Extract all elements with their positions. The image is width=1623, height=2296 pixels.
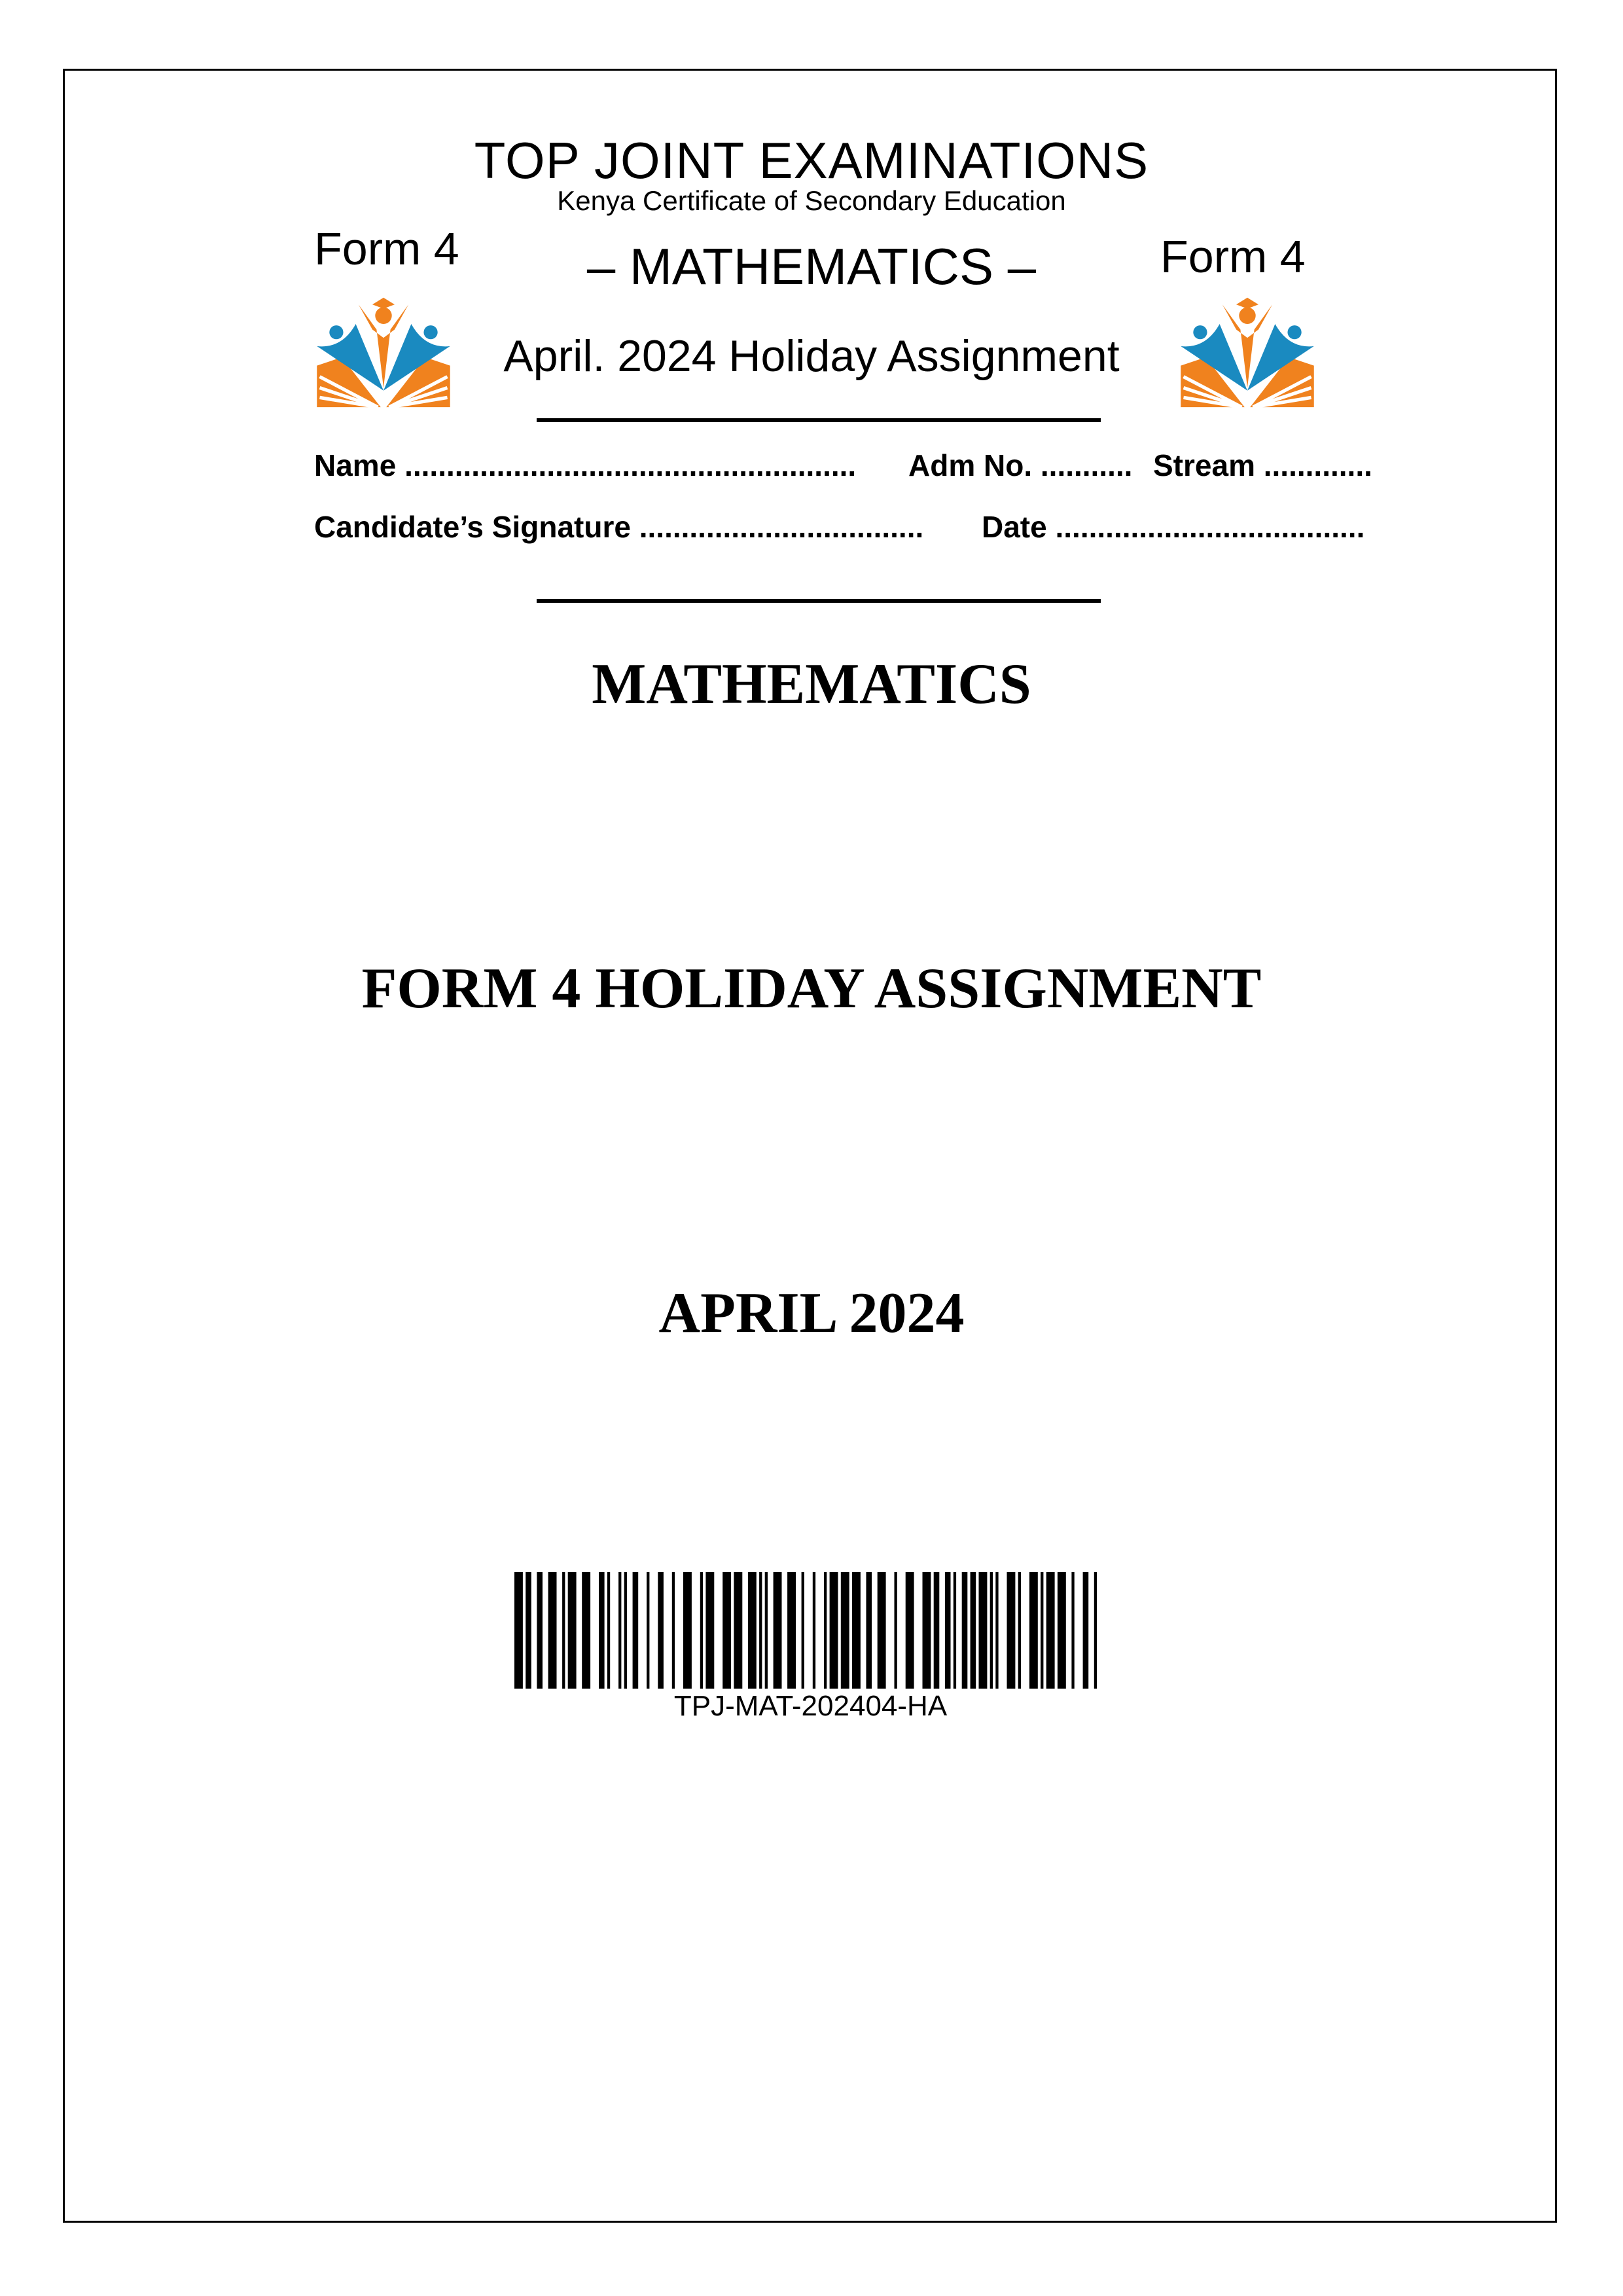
barcode-bar (774, 1572, 782, 1689)
form-label-right: Form 4 (1160, 231, 1306, 282)
barcode-bar (1058, 1572, 1066, 1689)
barcode-bar (1094, 1572, 1097, 1689)
barcode-bar (624, 1572, 627, 1689)
barcode-bar (787, 1572, 796, 1689)
barcode-bar (700, 1572, 703, 1689)
barcode-bar (582, 1572, 590, 1689)
adm-no-field[interactable]: Adm No. ........... (908, 448, 1133, 482)
barcode-bar (934, 1572, 940, 1689)
barcode-bar (683, 1572, 692, 1689)
barcode-bar (906, 1572, 914, 1689)
barcode-bar (722, 1572, 731, 1689)
barcode-text: TPJ-MAT-202404-HA (673, 1690, 948, 1722)
barcode-bar (824, 1572, 827, 1689)
barcode-bar (618, 1572, 621, 1689)
barcode-bar (537, 1572, 543, 1689)
barcode-bar (765, 1572, 768, 1689)
divider (537, 418, 1101, 422)
barcode-bar (1071, 1572, 1074, 1689)
barcode-bar (878, 1572, 886, 1689)
barcode-bar (759, 1572, 762, 1689)
barcode-bar (633, 1572, 639, 1689)
barcode-bar (568, 1572, 577, 1689)
barcode-bar (1007, 1572, 1016, 1689)
barcode-bar (1029, 1572, 1038, 1689)
barcode-bar (995, 1572, 998, 1689)
barcode-bar (813, 1572, 815, 1689)
barcode-bar (841, 1572, 849, 1689)
barcode-bar (562, 1572, 565, 1689)
exam-subtitle: Kenya Certificate of Secondary Education (557, 185, 1066, 216)
subject-title: MATHEMATICS (592, 653, 1031, 716)
barcode-bar (830, 1572, 838, 1689)
barcode-bar (734, 1572, 742, 1689)
page-border (63, 69, 1557, 2223)
date-field[interactable]: Date ..................................... (982, 510, 1365, 544)
signature-field[interactable]: Candidate’s Signature .................................. (314, 510, 924, 544)
barcode-bar (607, 1572, 610, 1689)
barcode-bar (923, 1572, 931, 1689)
divider (537, 599, 1101, 603)
barcode-bar (548, 1572, 557, 1689)
barcode-bar (599, 1572, 605, 1689)
barcode-bar (990, 1572, 993, 1689)
barcode (514, 1572, 1107, 1689)
assignment-title: FORM 4 HOLIDAY ASSIGNMENT (361, 957, 1262, 1020)
form-label-left: Form 4 (314, 223, 459, 274)
barcode-bar (748, 1572, 757, 1689)
barcode-bar (705, 1572, 714, 1689)
barcode-bar (1046, 1572, 1055, 1689)
barcode-bar (1041, 1572, 1043, 1689)
barcode-bar (1018, 1572, 1021, 1689)
organization-name: TOP JOINT EXAMINATIONS (474, 132, 1149, 189)
barcode-bar (658, 1572, 664, 1689)
barcode-bar (979, 1572, 988, 1689)
header-subject: – MATHEMATICS – (586, 238, 1037, 295)
barcode-bar (647, 1572, 649, 1689)
barcode-bar (526, 1572, 531, 1689)
barcode-bar (514, 1572, 523, 1689)
name-field[interactable]: Name ...................................................... (314, 448, 857, 482)
stream-field[interactable]: Stream ............. (1153, 448, 1372, 482)
barcode-bar (895, 1572, 897, 1689)
barcode-bar (672, 1572, 675, 1689)
barcode-bar (954, 1572, 956, 1689)
barcode-bar (971, 1572, 976, 1689)
barcode-bar (962, 1572, 968, 1689)
barcode-bar (1083, 1572, 1089, 1689)
assignment-date: APRIL 2024 (658, 1282, 965, 1345)
barcode-bar (945, 1572, 951, 1689)
barcode-bar (852, 1572, 861, 1689)
barcode-bar (802, 1572, 804, 1689)
barcode-bar (866, 1572, 872, 1689)
session-title: April. 2024 Holiday Assignment (503, 331, 1120, 381)
